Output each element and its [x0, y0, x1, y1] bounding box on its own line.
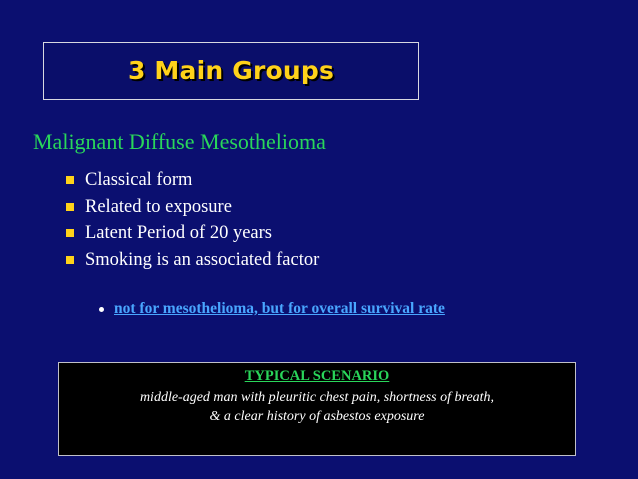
square-bullet-icon: [66, 229, 74, 237]
section-heading: Malignant Diffuse Mesothelioma: [33, 129, 326, 154]
square-bullet-icon: [66, 256, 74, 264]
sub-bullet-item: [100, 300, 445, 318]
bullet-text: Related to exposure: [85, 196, 232, 217]
bullet-list: [66, 170, 319, 276]
bullet-text: Smoking is an associated factor: [85, 249, 320, 270]
scenario-title: TYPICAL SCENARIO: [244, 368, 390, 384]
square-bullet-icon: [66, 203, 74, 211]
square-bullet-icon: [66, 176, 74, 184]
bullet-text: Latent Period of 20 years: [85, 223, 272, 243]
title-box: [43, 42, 419, 100]
scenario-box: [58, 362, 576, 456]
bullet-text: Classical form: [85, 170, 193, 190]
bullet-item: [66, 250, 319, 277]
round-bullet-icon: [99, 307, 104, 312]
scenario-line: & a clear history of asbestos exposure: [209, 409, 425, 424]
bullet-item: [66, 197, 319, 224]
scenario-line: middle-aged man with pleuritic chest pain, shortness of breath,: [139, 390, 495, 405]
bullet-item: [66, 170, 319, 197]
bullet-item: [66, 223, 319, 250]
slide-title: 3 Main Groups: [127, 55, 335, 85]
sub-bullet-link[interactable]: not for mesothelioma, but for overall survival rate: [114, 300, 445, 317]
